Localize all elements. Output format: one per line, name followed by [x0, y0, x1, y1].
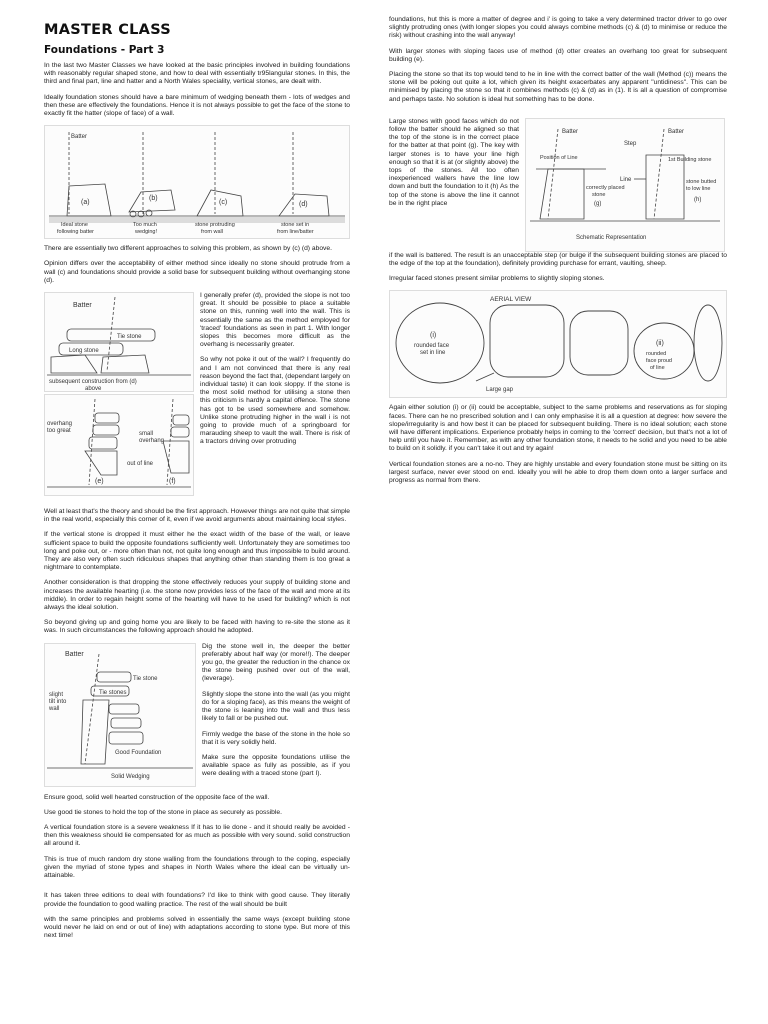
figure-batter-schematic	[525, 118, 725, 252]
paragraph-make-sure: Make sure the opposite foundations utilise the available space as fully as possible, as if you were dealing with a traced stone (part I).	[202, 753, 350, 778]
fig5-step-label: Step	[624, 140, 637, 147]
page-title: MASTER CLASS	[44, 22, 172, 38]
fig4-solid-wedging-label: Solid Wedging	[111, 773, 150, 780]
fig5-schematic-label: Schematic Representation	[576, 234, 647, 241]
fig3-out-of-line-label: out of line	[127, 461, 154, 468]
paragraph-another: Another consideration is that dropping the stone effectively reduces your supply of building stone and increases the available hearting (i.e. the stone now provides less of the face of the wall and more at its middle). In order to regain height some of the hearting will have to he used for building? which is not always the ideal solution.	[44, 579, 350, 612]
paragraph-if-battered: if the wall is battered. The result is an unacceptable step (or bulge if the subsequent building stones are placed to the edge of the top at the foundation), definitely providing purchase for errant, vaulting, sheep.	[389, 251, 727, 268]
fig5-butted2-label: to low line	[686, 185, 711, 192]
paragraph-same-principles: with the same principles and problems solved in essentially the same ways (except building stone would never he laid on end or out of line) with adaptations according to stone type. But more of this next time!	[44, 915, 350, 940]
fig2-batter-label: Batter	[73, 302, 92, 310]
fig5-line-label: Line	[620, 176, 632, 183]
fig1-label-b: (b)	[149, 195, 158, 203]
figures-stack	[44, 292, 194, 496]
figure-subsequent-construction-drawing	[45, 293, 193, 391]
fig2-caption-line2: above	[85, 386, 102, 392]
fig4-tie-stone-label: Tie stone	[133, 675, 158, 682]
fig5-label-h: (h)	[694, 196, 702, 203]
fig6-aerial-label: AERIAL VIEW	[490, 296, 532, 304]
paragraph-foundations-cont: foundations, hut this is more a matter of degree and i' is going to take a very determined tractor driver to go over slightly protruding ones (with longer slopes you could always combine methods (c) & (d) to minimise or reduce the risk) without crashing into the wall anyway!	[389, 16, 727, 40]
fig1-caption-a1: Ideal stone	[61, 222, 88, 229]
fig2-caption-line1: subsequent construction from (d)	[49, 379, 137, 386]
figure-foundation-methods	[44, 125, 350, 239]
left-column	[44, 22, 350, 947]
fig3-overhang2-label: overhang	[139, 438, 165, 445]
fig4-tilt-into-label: tilt into	[49, 698, 67, 705]
right-column	[389, 16, 727, 492]
paragraph-weakness: A vertical foundation store is a severe weakness If it has to lie done - and it should really be avoided - then this weakness should lie compensated for as much as possible with very sound. solid construction all around it.	[44, 824, 350, 848]
paragraph-irregular: Irregular faced stones present similar problems to slightly sloping stones.	[389, 275, 605, 283]
fig6-rounded2b-label: face proud	[646, 358, 672, 365]
paragraph-vertical: If the vertical stone is dropped it must either he the exact width of the base of the wall, or leave sufficient space to build the opposite foundations sufficiently well. Unfortunately they are sometimes too long and poke out, or - more often than not, not quite long enough and thus impossible to build around. They are also very often such ridiculous shapes that anything other than standing them is too great a nightmare to contemplate.	[44, 531, 350, 572]
paragraph-two-approaches: There are essentially two different approaches to solving this problem, as shown by (c) (d) above.	[44, 245, 332, 253]
large-stones-text	[389, 118, 519, 208]
figure-batter-schematic-drawing	[526, 119, 724, 251]
fig6-rounded-face2-label: set in line	[420, 350, 446, 357]
figure-aerial-view-drawing	[390, 291, 726, 397]
fig3-overhang-label: overhang	[47, 421, 73, 428]
fig3-too-great-label: too great	[47, 428, 71, 435]
page-subtitle: Foundations - Part 3	[44, 44, 165, 56]
fig2-tie-stone-label: Tie stone	[117, 334, 142, 341]
fig1-label-a: (a)	[81, 199, 90, 207]
figure-overhang-examples	[44, 394, 194, 496]
fig1-label-c: (c)	[219, 199, 228, 207]
vertical-stone-steps	[202, 643, 350, 779]
paragraph-dig: Dig the stone well in, the deeper the better preferably about half way (or more!!). The deeper you go, the greater the reduction in the chance ox the stone being pushed over out of the wall, (leverage).	[202, 642, 350, 683]
fig5-batter1-label: Batter	[562, 128, 579, 135]
paragraph-vertical-no-no: Vertical foundation stones are a no-no. They are highly unstable and every foundation stone must be sitting on its largest surface, never ever stood on end. Ideally you will he able to drop them down onto a larger surface and progress as normal from there.	[389, 460, 727, 485]
paragraph-ideally: Ideally foundation stones should have a bare minimum of wedging beneath them - lots of wedges and then these are effectively the foundations. Hence it is not always possible to get the face of the stone to exactly fit the hatter (slope of face) of a wall.	[44, 93, 350, 118]
fig5-building-stone-label: 1st Building stone	[668, 156, 712, 163]
fig5-batter2-label: Batter	[668, 128, 685, 135]
fig5-label-g: (g)	[594, 200, 602, 207]
figure-vertical-stone	[44, 643, 196, 787]
paragraph-prefer: I generally prefer (d), provided the slope is not too great. It should be possible to place a suitable stone on this, running well into the wall. This is essentially the same as the method employed for 'traced' foundations as seen in part 1. With longer slopes this becomes more difficult as the overhang is necessarily greater.	[200, 292, 350, 349]
paragraph-firmly: Firmly wedge the base of the stone in the hole so that it is very solidly held.	[202, 730, 350, 746]
figure-vertical-stone-drawing	[45, 644, 195, 786]
fig6-gap-label: Large gap	[486, 387, 514, 394]
fig1-label-d: (d)	[299, 201, 308, 209]
paragraph-tie: Use good tie stones to hold the top of the stone in place as securely as possible.	[44, 808, 282, 816]
side-text	[200, 292, 350, 447]
fig1-caption-d1: stone set in	[281, 222, 310, 229]
fig5-correctly2-label: stone	[592, 191, 606, 198]
fig5-butted1-label: stone butted	[686, 178, 717, 185]
fig2-long-stone-label: Long stone	[69, 348, 99, 355]
paragraph-beyond: So beyond giving up and going home you are likely to be faced with having to re-site the stone as it was. In such circumstances the following approach should he adopted.	[44, 619, 350, 635]
paragraph-placing: Placing the stone so that its top would tend to he in line with the correct batter of the wall (Method (c)) means the stone will be poking out quite a lot, which given its height exacerbates any apparent "untidiness". This can be minimised by placing the stone so that it combines methods (c) & (d) as in (1). It is all a question of compromise and perhaps taste. No solution is ideal hut something has to be done.	[389, 71, 727, 103]
fig1-caption-b2: wedging!	[135, 229, 158, 236]
fig6-label-i: (i)	[430, 332, 437, 340]
paragraph-slightly: Slightly slope the stone into the wall (as you might do for a sloping face), as this means the weight of the stone is leaning into the wall and thus less likely to fall or be pushed out.	[202, 690, 350, 723]
paragraph-true: This is true of much random dry stone walling from the foundations through to the coping, especially given the myriad of stone types and shapes in North Wales where the ideal can be virtually un-attainable.	[44, 855, 350, 880]
fig3-label-e: (e)	[95, 478, 104, 486]
fig1-caption-c1: stone protruding	[195, 222, 235, 229]
paragraph-ensure: Ensure good, solid well hearted construction of the opposite face of the wall.	[44, 793, 270, 801]
paragraph-opinion: Opinion differs over the acceptability of either method since ideally no stone should protrude from a wall (c) and foundations should provide a solid base for subsequent building without overhanging stone (d).	[44, 260, 350, 284]
fig4-batter-label: Batter	[65, 650, 84, 658]
figure-foundation-methods-drawing	[45, 126, 349, 238]
fig4-tie-stones-label: Tie stones	[99, 689, 127, 696]
large-stones-row	[389, 118, 727, 252]
fig4-good-foundation-label: Good Foundation	[115, 749, 162, 756]
figure-aerial-view	[389, 290, 727, 398]
figure-subsequent-construction	[44, 292, 194, 392]
figure-overhang-examples-drawing	[45, 395, 193, 495]
fig1-caption-c2: from wall	[201, 229, 224, 236]
fig6-rounded2c-label: of line	[650, 365, 665, 372]
fig6-rounded-face1-label: rounded face	[414, 343, 450, 350]
paragraph-large-stones: Large stones with good faces which do not follow the batter should he aligned so that the top of the stone is in the correct place for the batter at that point (g). The key with larger stones is to have your line high enough so that it is at (or slightly above) the tops of the stones. All too often inexperienced wallers have the line low down and butt the foundation to it (h) As the top of the stone is above the line it cannot be in the right place	[389, 117, 519, 207]
fig1-caption-a2: following batter	[57, 229, 94, 236]
paragraph-theory: Well at least that's the theory and should be the first approach. However things are not quite that simple in the real world, especially this corner of it, even if we avoid arguments about maintaining local styles.	[44, 508, 350, 524]
vertical-stone-row	[44, 643, 350, 787]
fig3-label-f: (f)	[169, 478, 176, 486]
fig5-correctly1-label: correctly placed	[586, 184, 625, 191]
fig1-caption-b1: Too much	[133, 222, 157, 229]
paragraph-intro: In the last two Master Classes we have looked at the basic principles involved in building foundations with reasonably regular shaped stone, and how to deal with essentially tr95langular stones. In this, the third and final part, line and hatter and a North Wales speciality, vertical stones, are dealt with.	[44, 62, 350, 86]
fig5-position-line-label: Position of Line	[540, 154, 578, 161]
fig1-caption-d2: from line/batter	[277, 229, 314, 236]
paragraph-larger: With larger stones with sloping faces use of method (d) otter creates an overhang too great for subsequent building (e).	[389, 47, 727, 63]
fig3-small-label: small	[139, 431, 154, 438]
paragraph-three-editions: It has taken three editions to deal with foundations? I'd like to think with good cause. They literally provide the foundation to good walling practice. The rest of the wall should be built	[44, 892, 350, 908]
fig6-label-ii: (ii)	[656, 340, 664, 348]
paragraph-again: Again either solution (i) or (ii) could be acceptable, subject to the same problems and reservations as for sloping faces. There can he no prescribed solution and I can only emphasise it is all a question at degree: how severe the slope/irregularity is and how best it can be placed for subsequent building. There is no ideal solution; each stone will have different implications. Experience probably helps in coming to the 'correct' decision, but that's not a lot of help until you have it. Remember, as with any other foundation stone, it needs to he solid and you need to be able to build on it solidly. if you can't take it out and try again!	[389, 404, 727, 453]
fig4-slight-label: slight	[49, 691, 64, 698]
paragraph-why-not: So why not poke it out of the wall? I frequently do and I am not convinced that there is any real reason beyond the fact that, (dependant largely on individual taste) it can look sloppy. If the stone is the most solid method for utilising a stone then this criticism is hardly a capital offence. The stone has got to be used somewhere and somehow. Unlike stone protruding higher in the wall i is not going to provide much of a springboard for marauding sheep to vault the wall. There is risk of a tractors driving over protruding	[200, 356, 350, 446]
fig6-rounded2a-label: rounded	[646, 351, 667, 358]
fig4-wall-label: wall	[49, 705, 60, 712]
figures-and-text-row	[44, 292, 350, 496]
fig1-batter-label: Batter	[71, 134, 88, 141]
